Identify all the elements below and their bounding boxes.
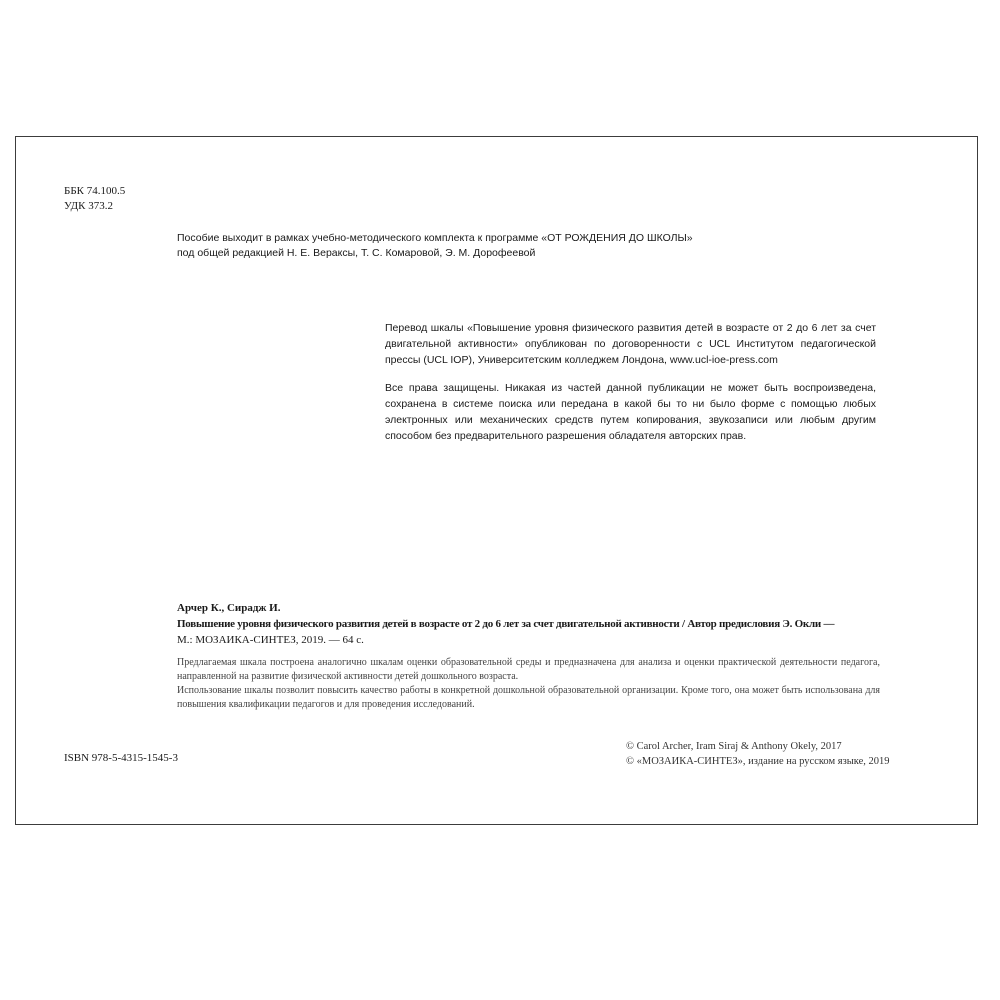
annotation-paragraph-2: Использование шкалы позволит повысить качество работы в конкретной дошкольной образовательной организации. Кроме того, она может быть использована для повышения квалификации педагогов и для проведения исследований. [177,685,880,710]
translation-note: Перевод шкалы «Повышение уровня физического развития детей в возрасте от 2 до 6 лет за счет двигательной активности» опубликован по договоренности с UCL Институтом педагогической прессы (UCL IOP), Университетским колледжем Лондона, www.ucl-ioe-press.com [385,322,876,366]
rights-reserved: Все права защищены. Никакая из частей данной публикации не может быть воспроизведена, сохранена в системе поиска или передана в какой бы то ни было форме с помощью любых электронных или механических средств путем копирования, звукозаписи или любым другим способом без предварительного разрешения обладателя авторских прав. [385,382,876,442]
imprint: М.: МОЗАИКА-СИНТЕЗ, 2019. — 64 с. [177,634,364,646]
annotation-paragraph-1: Предлагаемая шкала построена аналогично шкалам оценки образовательной среды и предназначена для анализа и оценки практической деятельности педагога, направленной на развитие физической активности детей дошкольного возраста. [177,657,880,682]
classification-codes [64,184,125,214]
program-note-line-1: Пособие выходит в рамках учебно-методического комплекта к программе «ОТ РОЖДЕНИЯ ДО ШКОЛЫ» [177,232,693,244]
authors: Арчер К., Сирадж И. [177,602,281,614]
program-note-line-2: под общей редакцией Н. Е. Вераксы, Т. С. Комаровой, Э. М. Дорофеевой [177,247,536,259]
bbk-code: ББК 74.100.5 [64,185,126,197]
copyright-notice [626,739,890,769]
book-title: Повышение уровня физического развития детей в возрасте от 2 до 6 лет за счет двигательной активности / Автор предисловия Э. Окли — [177,618,835,630]
isbn: ISBN 978-5-4315-1545-3 [64,752,178,764]
document-page [15,136,978,825]
udk-code: УДК 373.2 [64,200,114,212]
program-note [177,231,693,261]
bibliographic-record [177,600,880,648]
copyright-line-2: © «МОЗАИКА-СИНТЕЗ», издание на русском языке, 2019 [626,756,890,767]
copyright-line-1: © Carol Archer, Iram Siraj & Anthony Okely, 2017 [626,741,842,752]
rights-block [385,320,876,444]
annotation [177,656,880,712]
